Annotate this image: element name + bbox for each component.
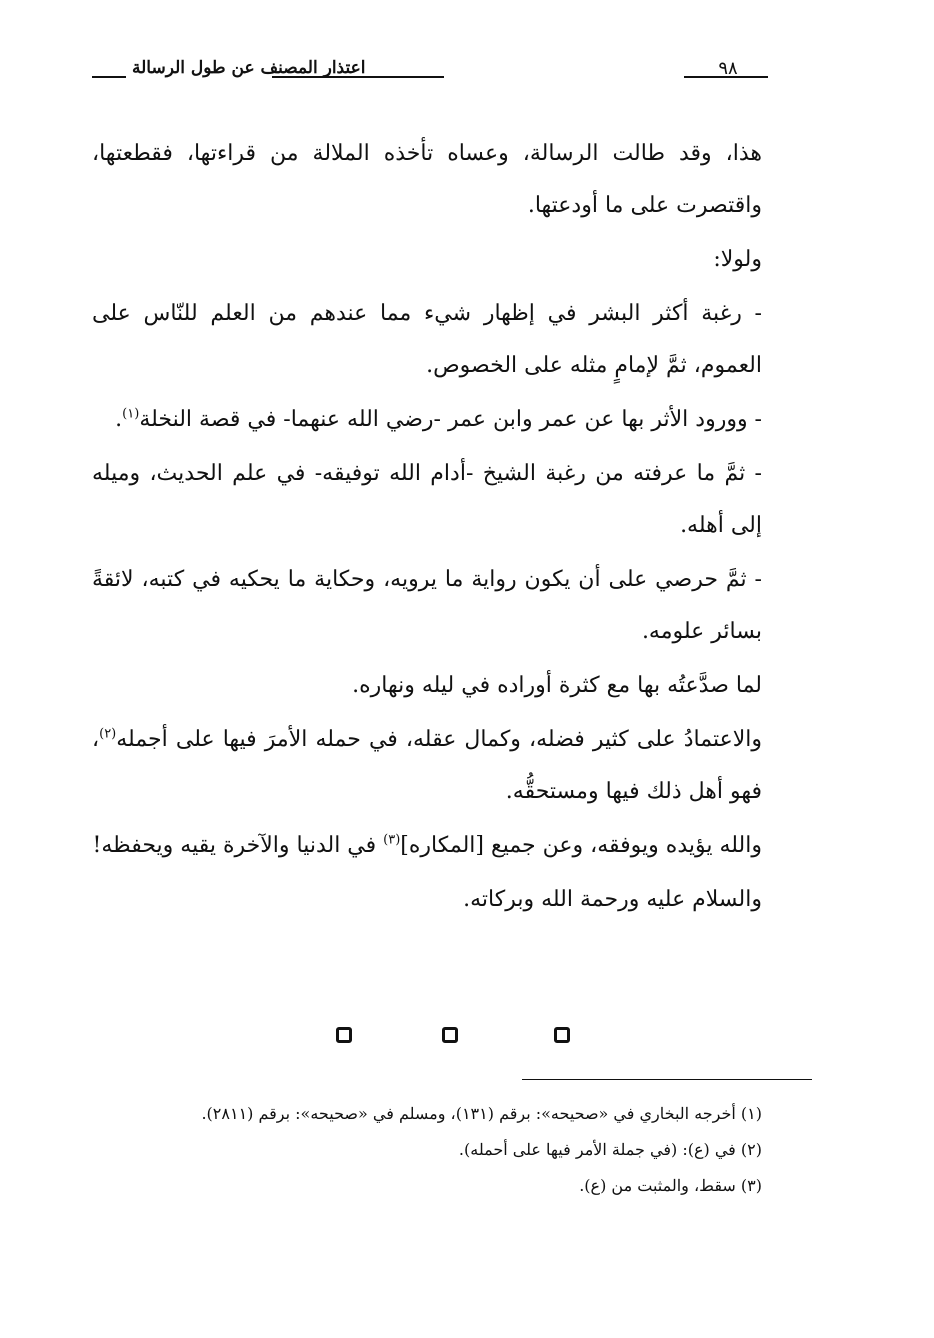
footnote-separator [522, 1079, 812, 1080]
paragraph-4-text: - وورود الأثر بها عن عمر وابن عمر -رضي الله عنهما- في قصة النخلة [139, 407, 762, 432]
paragraph-9-text-a: والله يؤيده ويوفقه، وعن جميع [المكاره] [400, 833, 762, 858]
footnote-3: (٣) سقط، والمثبت من (ع). [579, 1176, 762, 1195]
footnote-ref-2: (٢) [99, 726, 117, 742]
footnote-2: (٢) في (ع): (في جملة الأمر فيها على أحمله). [458, 1140, 762, 1159]
footnote-ref-3: (٣) [383, 832, 401, 848]
running-title: اعتذار المصنف عن طول الرسالة [132, 58, 366, 78]
header-rule-middle [272, 76, 444, 78]
square-ornament-icon [336, 1027, 352, 1043]
header-rule-right [684, 76, 768, 78]
footnote-1: (١) أخرجه البخاري في «صحيحه»: برقم (١٣١)، ومسلم في «صحيحه»: برقم (٢٨١١). [201, 1104, 762, 1123]
paragraph-7: لما صدَّعتُه بها مع كثرة أوراده في ليله ونهاره. [352, 673, 762, 698]
paragraph-1: هذا، وقد طالت الرسالة، وعساه تأخذه الملالة من قراءتها، فقطعتها، واقتصرت على ما أودعتها. [92, 141, 762, 218]
paragraph-9-text-b: في الدنيا والآخرة يقيه ويحفظه! [92, 833, 384, 858]
paragraph-9 [92, 820, 812, 872]
page-number: ٩٨ [718, 58, 738, 79]
paragraph-4 [92, 394, 812, 446]
footnotes [92, 1097, 812, 1205]
body-text [92, 128, 812, 928]
header-rule-left [92, 76, 126, 78]
paragraph-8 [92, 714, 812, 818]
running-header [92, 56, 816, 92]
paragraph-8-text-a: والاعتمادُ على كثير فضله، وكمال عقله، في حمله الأمرَ فيها على أجمله [116, 727, 762, 752]
paragraph-3: - رغبة أكثر البشر في إظهار شيء مما عندهم من العلم للنّاس على العموم، ثمَّ لإمامٍ مثله على الخصوص. [92, 301, 762, 378]
square-ornament-icon [442, 1027, 458, 1043]
paragraph-5: - ثمَّ ما عرفته من رغبة الشيخ -أدام الله توفيقه- في علم الحديث، وميله إلى أهله. [92, 461, 762, 538]
paragraph-10: والسلام عليه ورحمة الله وبركاته. [463, 887, 762, 912]
paragraph-2: ولولا: [713, 247, 762, 272]
paragraph-6: - ثمَّ حرصي على أن يكون رواية ما يرويه، وحكاية ما يحكيه في كتبه، لائقةً بسائر علومه. [92, 567, 762, 644]
paragraph-4-period: . [115, 407, 123, 432]
footnote-ref-1: (١) [122, 406, 140, 422]
square-ornament-icon [554, 1027, 570, 1043]
section-end-ornaments [92, 1027, 812, 1053]
paragraph-8-text-b: ، فهو أهل ذلك فيها ومستحقُّه. [92, 727, 762, 804]
